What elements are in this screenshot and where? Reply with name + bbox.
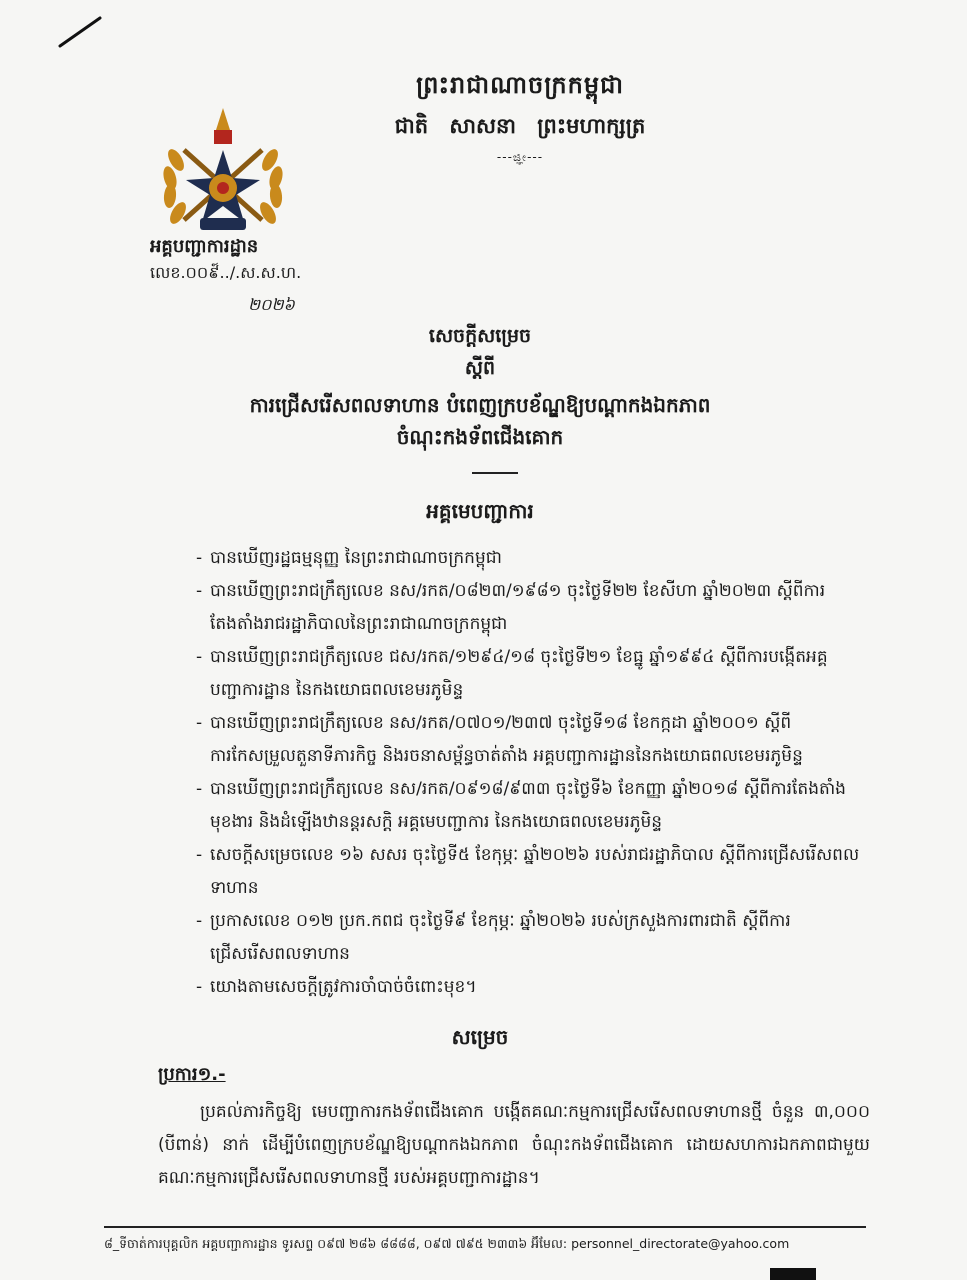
article-label: ប្រការ១.- bbox=[158, 1064, 226, 1085]
list-item: - សេចក្តីសម្រេចលេខ ១៦ សសរ ចុះថ្ងៃទី៥ ខែកុម្ភៈ ឆ្នាំ២០២៦ របស់រាជរដ្ឋាភិបាល ស្តីពីការជ្រើសរើសពលទាហាន bbox=[196, 845, 860, 898]
subject-line-1: ការជ្រើសរើសពលទាហាន បំពេញក្របខ័ណ្ឌឱ្យបណ្តាកងឯកភាព bbox=[249, 393, 711, 417]
reference-number: លេខ.០០៩៍../.ស.ស.ហ. bbox=[150, 263, 302, 282]
list-item: - បានឃើញព្រះរាជក្រឹត្យលេខ នស/រកត/០៧០១/២៣៧ ចុះថ្ងៃទី១៨ ខែកក្កដា ឆ្នាំ២០០១ ស្តីពីការកែសម្រួលតួនាទីភារកិច្ច និងរចនាសម្ព័ន្ធចាត់តាំង អគ្គបញ្ជាការដ្ឋាននៃកងយោធពលខេមរភូមិន្ទ bbox=[196, 713, 803, 766]
title-divider bbox=[470, 470, 520, 476]
list-item: - បានឃើញព្រះរាជក្រឹត្យលេខ ជស/រកត/១២៩៤/១៨ ចុះថ្ងៃទី២១ ខែធ្នូ ឆ្នាំ១៩៩៤ ស្តីពីការបង្កើតអគ្គបញ្ជាការដ្ឋាន នៃកងយោធពលខេមរភូមិន្ទ bbox=[196, 647, 828, 700]
list-item: - យោងតាមសេចក្តីត្រូវការចាំបាច់ចំពោះមុខ។ bbox=[196, 977, 477, 997]
corner-block bbox=[770, 1268, 816, 1280]
considerations-list bbox=[196, 542, 876, 1004]
kingdom-header bbox=[300, 70, 740, 165]
decision-title: សេចក្តីសម្រេច bbox=[428, 325, 532, 347]
footer-contact: ៨_ទីចាត់ការបុគ្គលិក អគ្គបញ្ជាការដ្ឋាន ទូរសព្ទ ០៩៧ ២៨៦ ៨៨៨៨, ០៩៧ ៧៩៥ ២៣៣៦ អ៊ីមែល: personnel_directorate@yahoo.com bbox=[104, 1236, 790, 1251]
subject-label: ស្តីពី bbox=[464, 357, 496, 379]
article-text: ប្រគល់ភារកិច្ចឱ្យ មេបញ្ជាការកងទ័ពជើងគោក បង្កើតគណៈកម្មការជ្រើសរើសពលទាហានថ្មី ចំនួន ៣,០០០ (បីពាន់) នាក់ ដើម្បីបំពេញក្របខ័ណ្ឌឱ្យបណ្តាកងឯកភាព ចំណុះកងទ័ពជើងគោក ដោយសហការឯកភាពជាមួយគណៈកម្មការជ្រើសរើសពលទាហានថ្មី របស់អគ្គបញ្ជាការដ្ឋាន។ bbox=[158, 1102, 870, 1188]
list-item: - បានឃើញព្រះរាជក្រឹត្យលេខ នស/រកត/០៨២៣/១៩៨១ ចុះថ្ងៃទី២២ ខែសីហា ឆ្នាំ២០២៣ ស្តីពីការតែងតាំងរាជរដ្ឋាភិបាលនៃព្រះរាជាណាចក្រកម្ពុជា bbox=[196, 581, 826, 634]
subject-line-2: ចំណុះកងទ័ពជើងគោក bbox=[396, 425, 564, 449]
footer-divider bbox=[104, 1226, 866, 1228]
list-item: - បានឃើញព្រះរាជក្រឹត្យលេខ នស/រកត/០៩១៨/៩៣៣ ចុះថ្ងៃទី៦ ខែកញ្ញា ឆ្នាំ២០១៨ ស្តីពីការតែងតាំងមុខងារ និងដំឡើងឋានន្តរសក្តិ អគ្គមេបញ្ជាការ នៃកងយោធពលខេមរភូមិន្ទ bbox=[196, 779, 846, 832]
military-emblem-icon bbox=[148, 100, 298, 240]
list-item: - បានឃើញរដ្ឋធម្មនុញ្ញ នៃព្រះរាជាណាចក្រកម្ពុជា bbox=[196, 548, 502, 568]
header-ornament: ---ಜ್ಞೀ--- bbox=[496, 150, 544, 164]
kingdom-title: ព្រះរាជាណាចក្រកម្ពុជា bbox=[416, 71, 624, 99]
authority-title: អគ្គមេបញ្ជាការ bbox=[426, 499, 534, 523]
decision-heading: សម្រេច bbox=[451, 1025, 509, 1049]
list-item: - ប្រកាសលេខ ០១២ ប្រក.កពជ ចុះថ្ងៃទី៩ ខែកុម្ភៈ ឆ្នាំ២០២៦ របស់ក្រសួងការពារជាតិ ស្តីពីការជ្រើសរើសពលទាហាន bbox=[196, 911, 791, 964]
pen-mark bbox=[56, 14, 106, 50]
kingdom-motto: ជាតិ សាសនា ព្រះមហាក្សត្រ bbox=[394, 114, 646, 138]
reference-year: ២០២៦ bbox=[248, 295, 295, 314]
issuing-agency: អគ្គបញ្ជាការដ្ឋាន bbox=[150, 236, 259, 257]
